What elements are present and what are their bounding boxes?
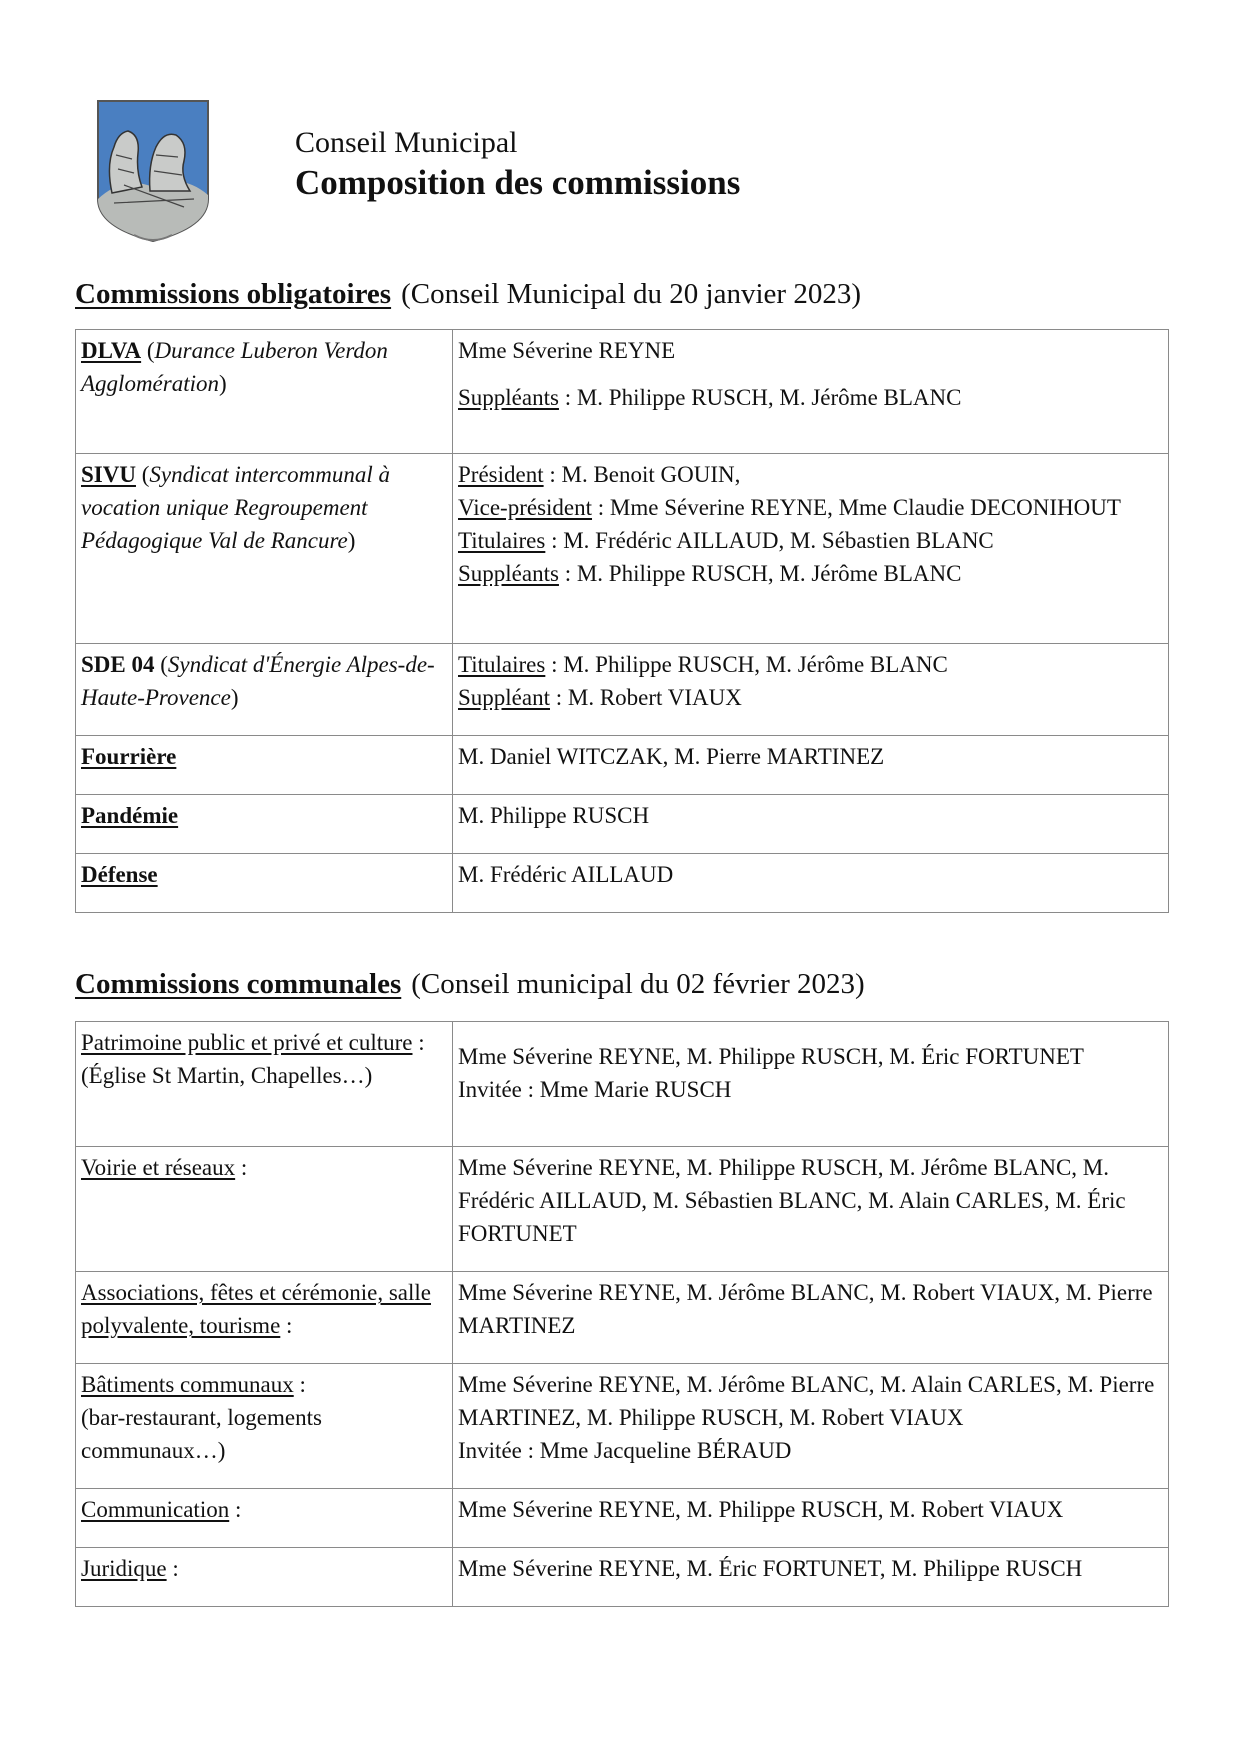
document-subtitle: Conseil Municipal: [295, 126, 518, 159]
commission-name: [76, 1364, 453, 1489]
table-commissions-obligatoires: [75, 329, 1169, 913]
role-members: : M. Philippe RUSCH, M. Jérôme BLANC: [558, 385, 962, 410]
commission-description: Syndicat d'Énergie Alpes-de-Haute-Provence: [81, 652, 435, 710]
table-row: [76, 454, 1169, 644]
role-members: : Mme Séverine REYNE, Mme Claudie DECONIHOUT: [592, 495, 1121, 520]
role-label: Président: [458, 462, 544, 487]
member-line: Mme Séverine REYNE, M. Philippe RUSCH, M. Éric FORTUNET: [458, 1044, 1084, 1069]
guest-line: Invitée : Mme Marie RUSCH: [458, 1077, 732, 1102]
section-title: Commissions obligatoires: [75, 278, 392, 310]
commission-label: Patrimoine public et privé et culture: [81, 1030, 413, 1055]
table-row: [76, 330, 1169, 454]
commission-name: [76, 854, 453, 913]
commission-name: [76, 1489, 453, 1548]
section-note: (Conseil Municipal du 20 janvier 2023): [401, 278, 861, 310]
member-line: Mme Séverine REYNE: [458, 338, 676, 363]
section-obligatoires-heading: [75, 278, 861, 311]
label-suffix: :: [293, 1372, 306, 1397]
table-row: [76, 795, 1169, 854]
section-note: (Conseil municipal du 02 février 2023): [411, 968, 865, 1000]
commission-members: [453, 454, 1169, 644]
table-row: [76, 1489, 1169, 1548]
role-members: : M. Philippe RUSCH, M. Jérôme BLANC: [545, 652, 948, 677]
commission-members: Mme Séverine REYNE, M. Éric FORTUNET, M. Philippe RUSCH: [453, 1548, 1169, 1607]
commission-members: [453, 1147, 1169, 1272]
member-line: Mme Séverine REYNE, M. Jérôme BLANC, M. Alain CARLES, M. Pierre MARTINEZ, M. Philippe RUSCH, M. Robert VIAUX: [458, 1372, 1155, 1430]
commission-label: Pandémie: [81, 803, 179, 828]
commission-name: [76, 736, 453, 795]
commission-members: [453, 1364, 1169, 1489]
member-line: Mme Séverine REYNE, M. Philippe RUSCH, M. Jérôme BLANC, M. Frédéric AILLAUD, M. Sébastien BLANC, M. Alain CARLES, M. Éric FORTUNET: [458, 1155, 1126, 1246]
role-label: Suppléants: [458, 561, 559, 586]
commission-label: Associations, fêtes et cérémonie, salle polyvalente, tourisme: [81, 1280, 431, 1338]
commission-name: DLVA (Durance Luberon Verdon Agglomération): [76, 330, 453, 454]
document-header: [295, 124, 740, 204]
guest-line: Invitée : Mme Jacqueline BÉRAUD: [458, 1438, 792, 1463]
label-suffix: :: [235, 1155, 248, 1180]
commission-members: M. Daniel WITCZAK, M. Pierre MARTINEZ: [453, 736, 1169, 795]
commission-name: [76, 795, 453, 854]
commission-members: M. Frédéric AILLAUD: [453, 854, 1169, 913]
commission-name: SDE 04 (Syndicat d'Énergie Alpes-de-Haute-Provence): [76, 644, 453, 736]
role-members: : M. Robert VIAUX: [550, 685, 742, 710]
role-label: Suppléants: [458, 385, 559, 410]
commission-members: [453, 330, 1169, 454]
commission-members: [453, 1022, 1169, 1147]
section-title: Commissions communales: [75, 968, 402, 1000]
table-row: [76, 1147, 1169, 1272]
label-suffix: :: [280, 1313, 293, 1338]
commission-members: Mme Séverine REYNE, M. Philippe RUSCH, M. Robert VIAUX: [453, 1489, 1169, 1548]
table-row: [76, 1364, 1169, 1489]
commission-name: SIVU (Syndicat intercommunal à vocation unique Regroupement Pédagogique Val de Rancure): [76, 454, 453, 644]
label-suffix: :: [166, 1556, 179, 1581]
role-members: : M. Frédéric AILLAUD, M. Sébastien BLANC: [545, 528, 994, 553]
label-suffix: :: [412, 1030, 425, 1055]
document-title: Composition des commissions: [295, 163, 741, 202]
role-label: Titulaires: [458, 652, 546, 677]
table-row: [76, 1548, 1169, 1607]
commission-name: [76, 1548, 453, 1607]
role-label: Vice-président: [458, 495, 593, 520]
commission-detail: (bar-restaurant, logements communaux…): [81, 1405, 322, 1463]
commission-name: [76, 1022, 453, 1147]
role-label: Suppléant: [458, 685, 550, 710]
commission-description: Durance Luberon Verdon Agglomération: [81, 338, 388, 396]
table-row: [76, 854, 1169, 913]
section-communales-heading: [75, 968, 865, 1001]
commission-label: Défense: [81, 862, 158, 887]
commission-label: Juridique: [81, 1556, 167, 1581]
commission-detail: (Église St Martin, Chapelles…): [81, 1063, 373, 1088]
label-suffix: :: [229, 1497, 242, 1522]
coat-of-arms-logo: [94, 95, 212, 245]
role-members: : M. Philippe RUSCH, M. Jérôme BLANC: [558, 561, 962, 586]
commission-label: Voirie et réseaux: [81, 1155, 236, 1180]
role-label: Titulaires: [458, 528, 546, 553]
commission-abbr: DLVA: [81, 338, 142, 363]
role-members: : M. Benoit GOUIN,: [543, 462, 741, 487]
commission-label: Fourrière: [81, 744, 177, 769]
table-row: [76, 644, 1169, 736]
commission-name: [76, 1272, 453, 1364]
table-row: [76, 736, 1169, 795]
commission-members: M. Philippe RUSCH: [453, 795, 1169, 854]
commission-members: [453, 644, 1169, 736]
commission-abbr: SDE 04: [81, 652, 155, 677]
commission-description: Syndicat intercommunal à vocation unique Regroupement Pédagogique Val de Rancure: [81, 462, 390, 553]
member-line: Mme Séverine REYNE, M. Jérôme BLANC, M. Robert VIAUX, M. Pierre MARTINEZ: [458, 1280, 1153, 1338]
table-row: [76, 1022, 1169, 1147]
commission-name: [76, 1147, 453, 1272]
commission-members: [453, 1272, 1169, 1364]
commission-label: Communication: [81, 1497, 230, 1522]
table-row: [76, 1272, 1169, 1364]
commission-label: Bâtiments communaux: [81, 1372, 294, 1397]
commission-abbr: SIVU: [81, 462, 136, 487]
table-commissions-communales: [75, 1021, 1169, 1607]
